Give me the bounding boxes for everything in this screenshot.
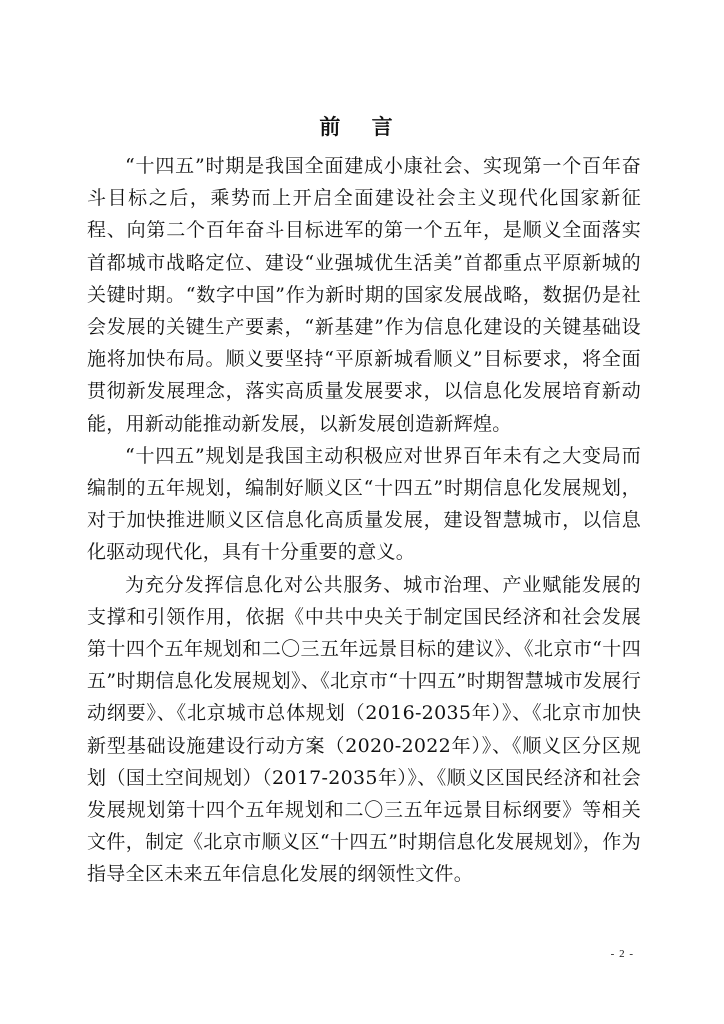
paragraph-2: “十四五”规划是我国主动积极应对世界百年未有之大变局而编制的五年规划，编制好顺义区“十四五”时期信息化发展规划，对于加快推进顺义区信息化高质量发展，建设智慧城市，以信息化驱动现代化，具有十分重要的意义。 [87,444,641,564]
paragraph-1: “十四五”时期是我国全面建成小康社会、实现第一个百年奋斗目标之后，乘势而上开启全面建设社会主义现代化国家新征程、向第二个百年奋斗目标进军的第一个五年，是顺义全面落实首都城市战略定位、建设“业强城优生活美”首都重点平原新城的关键时期。“数字中国”作为新时期的国家发展战略，数据仍是社会发展的关键生产要素，“新基建”作为信息化建设的关键基础设施将加快布局。顺义要坚持“平原新城看顺义”目标要求，将全面贯彻新发展理念，落实高质量发展要求，以信息化发展培育新动能，用新动能推动新发展，以新发展创造新辉煌。 [87,155,641,435]
paragraph-3: 为充分发挥信息化对公共服务、城市治理、产业赋能发展的支撑和引领作用，依据《中共中央关于制定国民经济和社会发展第十四个五年规划和二〇三五年远景目标的建议》、《北京市“十四五”时期信息化发展规划》、《北京市“十四五”时期智慧城市发展行动纲要》、《北京城市总体规划（2016-2035年）》、《北京市加快新型基础设施建设行动方案（2020-2022年）》、《顺义区分区规划（国土空间规划）（2017-2035年）》、《顺义区国民经济和社会发展规划第十四个五年规划和二〇三五年远景目标纲要》等相关文件，制定《北京市顺义区“十四五”时期信息化发展规划》，作为指导全区未来五年信息化发展的纲领性文件。 [87,573,641,886]
page-title: 前 言 [319,114,405,139]
page-number: - 2 - [610,948,634,960]
document-body [87,150,641,891]
